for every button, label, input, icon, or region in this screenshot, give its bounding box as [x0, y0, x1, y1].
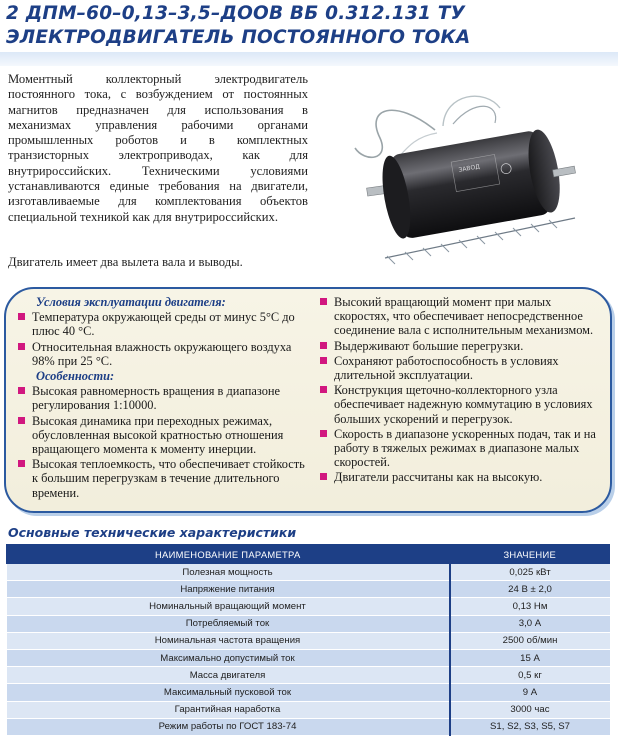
value-cell: 2500 об/мин — [450, 632, 610, 649]
square-bullet-icon — [18, 460, 25, 467]
title-line-2: ЭЛЕКТРОДВИГАТЕЛЬ ПОСТОЯННОГО ТОКА — [6, 27, 471, 48]
svg-text:ЗАВОД: ЗАВОД — [458, 163, 481, 174]
table-row — [7, 615, 610, 632]
square-bullet-icon — [18, 387, 25, 394]
conditions-list — [16, 310, 306, 368]
value-cell: 3000 час — [450, 701, 610, 718]
square-bullet-icon — [320, 386, 327, 393]
specs-table — [6, 544, 610, 736]
param-cell: Напряжение питания — [7, 581, 450, 598]
list-item: Скорость в диапазоне ускоренных подач, так и на работу в тяжелых режимах в диапазоне малых скоростей. — [318, 427, 600, 470]
table-row — [7, 701, 610, 718]
value-cell: 9 А — [450, 684, 610, 701]
square-bullet-icon — [18, 417, 25, 424]
intro-paragraph: Моментный коллекторный электродвигатель постоянного тока, с возбуждением от постоянных магнитов предназначен для использования в механизмах управления рабочими органами промышленных роботов и в комплектных транзисторных электроприводах, как для внутрироссийских. Техническими условиями устанавливаются единые требования на двигатели, изготавливаемые для комплектования объектов специальной техникой как для внутрироссийских. — [8, 72, 308, 224]
value-cell: 0,5 кг — [450, 667, 610, 684]
table-row — [7, 598, 610, 615]
list-item: Высокая теплоемкость, что обеспечивает стойкость к большим перегрузкам в течение длительного времени. — [16, 457, 306, 500]
value-cell: 0,13 Нм — [450, 598, 610, 615]
page-title — [6, 2, 612, 50]
list-item: Двигатели рассчитаны как на высокую. — [318, 470, 600, 484]
intro-note: Двигатель имеет два вылета вала и выводы. — [8, 255, 243, 269]
features-list — [16, 384, 306, 500]
param-cell: Номинальная частота вращения — [7, 632, 450, 649]
list-item: Высокий вращающий момент при малых скоростях, что обеспечивает непосредственное соединение вала с исполнительным механизмом. — [318, 295, 600, 338]
square-bullet-icon — [18, 313, 25, 320]
motor-photo — [325, 68, 615, 268]
square-bullet-icon — [18, 343, 25, 350]
advantages-list — [318, 295, 600, 485]
param-cell: Потребляемый ток — [7, 615, 450, 632]
param-cell: Масса двигателя — [7, 667, 450, 684]
param-cell: Номинальный вращающий момент — [7, 598, 450, 615]
list-item: Выдерживают большие перегрузки. — [318, 339, 600, 353]
value-cell: 24 В ± 2,0 — [450, 581, 610, 598]
list-item: Высокая равномерность вращения в диапазоне регулирования 1:10000. — [16, 384, 306, 412]
column-header-param: НАИМЕНОВАНИЕ ПАРАМЕТРА — [7, 545, 450, 564]
value-cell: 3,0 А — [450, 615, 610, 632]
param-cell: Полезная мощность — [7, 564, 450, 581]
square-bullet-icon — [320, 342, 327, 349]
table-row — [7, 581, 610, 598]
square-bullet-icon — [320, 357, 327, 364]
param-cell: Гарантийная наработка — [7, 701, 450, 718]
title-line-1: 2 ДПМ–60–0,13–3,5–ДООВ ВБ 0.312.131 ТУ — [6, 3, 466, 24]
features-heading: Особенности: — [36, 369, 115, 384]
param-cell: Максимальный пусковой ток — [7, 684, 450, 701]
list-item: Температура окружающей среды от минус 5°С до плюс 40 °С. — [16, 310, 306, 338]
table-row — [7, 684, 610, 701]
param-cell: Максимально допустимый ток — [7, 649, 450, 666]
list-item: Сохраняют работоспособность в условиях длительной эксплуатации. — [318, 354, 600, 382]
features-left-column — [16, 295, 306, 501]
value-cell: 0,025 кВт — [450, 564, 610, 581]
param-cell: Режим работы по ГОСТ 183-74 — [7, 718, 450, 735]
list-item: Конструкция щеточно-коллекторного узла обеспечивает надежную коммутацию в условиях больших ускорений и перегрузок. — [318, 383, 600, 426]
table-row — [7, 667, 610, 684]
features-panel — [4, 287, 612, 513]
square-bullet-icon — [320, 473, 327, 480]
column-header-value: ЗНАЧЕНИЕ — [450, 545, 610, 564]
features-right-column — [318, 295, 600, 486]
title-band — [0, 52, 618, 66]
value-cell: 15 А — [450, 649, 610, 666]
conditions-heading: Условия эксплуатации двигателя: — [36, 295, 226, 309]
specs-section-title: Основные технические характеристики — [8, 525, 297, 540]
square-bullet-icon — [320, 298, 327, 305]
value-cell: S1, S2, S3, S5, S7 — [450, 718, 610, 735]
table-row — [7, 564, 610, 581]
table-row — [7, 649, 610, 666]
list-item: Относительная влажность окружающего воздуха 98% при 25 °С. — [16, 340, 306, 368]
square-bullet-icon — [320, 430, 327, 437]
table-row — [7, 718, 610, 735]
table-row — [7, 632, 610, 649]
list-item: Высокая динамика при переходных режимах, обусловленная высокой кратностью отношения вращающего момента к моменту инерции. — [16, 414, 306, 457]
table-header-row — [7, 545, 610, 564]
